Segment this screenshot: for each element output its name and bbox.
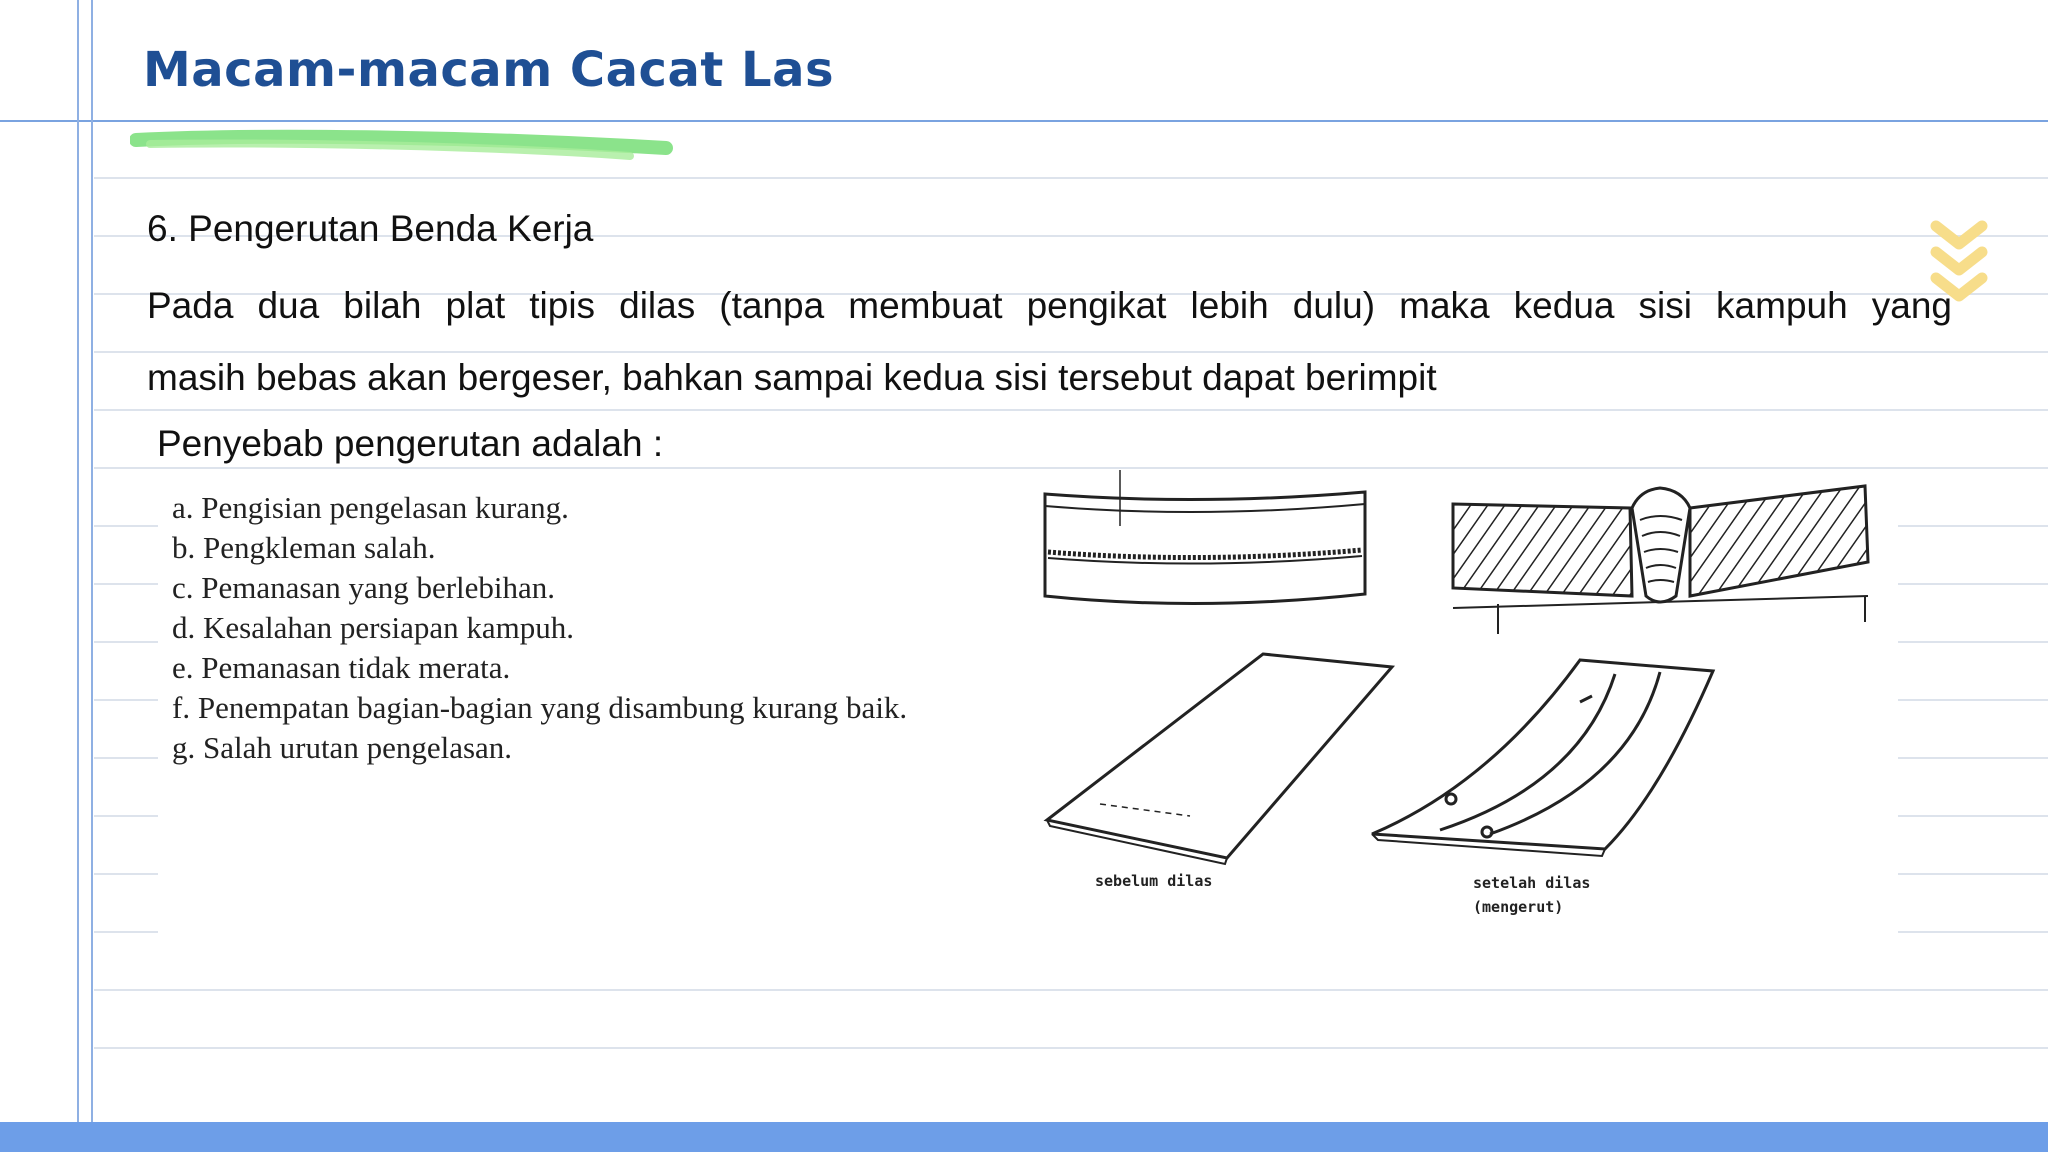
- label-shrunk: (mengerut): [1473, 898, 1564, 916]
- flat-plate-before: [1047, 654, 1392, 864]
- slide-title: Macam-macam Cacat Las: [143, 42, 835, 98]
- causes-label: Penyebab pengerutan adalah :: [157, 423, 664, 464]
- cause-item: b. Pengkleman salah.: [172, 530, 436, 565]
- cause-item: e. Pemanasan tidak merata.: [172, 650, 511, 685]
- title-highlight-stroke: [130, 128, 680, 168]
- label-before-welding: sebelum dilas: [1095, 872, 1213, 890]
- cause-item: f. Penempatan bagian-bagian yang disambung kurang baik.: [172, 690, 908, 725]
- bent-plate-topview: [1045, 470, 1365, 604]
- label-after-welding: setelah dilas: [1473, 874, 1591, 892]
- paragraph-line-1: Pada dua bilah plat tipis dilas (tanpa membuat pengikat lebih dulu) maka kedua sisi kampuh yang: [147, 285, 1952, 326]
- description-paragraph: [147, 270, 1952, 414]
- paragraph-line-2: masih bebas akan bergeser, bahkan sampai kedua sisi tersebut dapat berimpit: [147, 357, 1437, 398]
- shrinkage-diagram: [1020, 464, 1900, 934]
- cause-item: c. Pemanasan yang berlebihan.: [172, 570, 556, 605]
- causes-list: [172, 488, 907, 768]
- weld-cross-section: [1453, 486, 1868, 634]
- cause-item: d. Kesalahan persiapan kampuh.: [172, 610, 575, 645]
- bottom-bar: [0, 1122, 2048, 1152]
- cause-item: g. Salah urutan pengelasan.: [172, 730, 513, 765]
- section-heading: 6. Pengerutan Benda Kerja: [147, 208, 594, 249]
- curved-plate-after: [1372, 660, 1713, 856]
- cause-item: a. Pengisian pengelasan kurang.: [172, 490, 569, 525]
